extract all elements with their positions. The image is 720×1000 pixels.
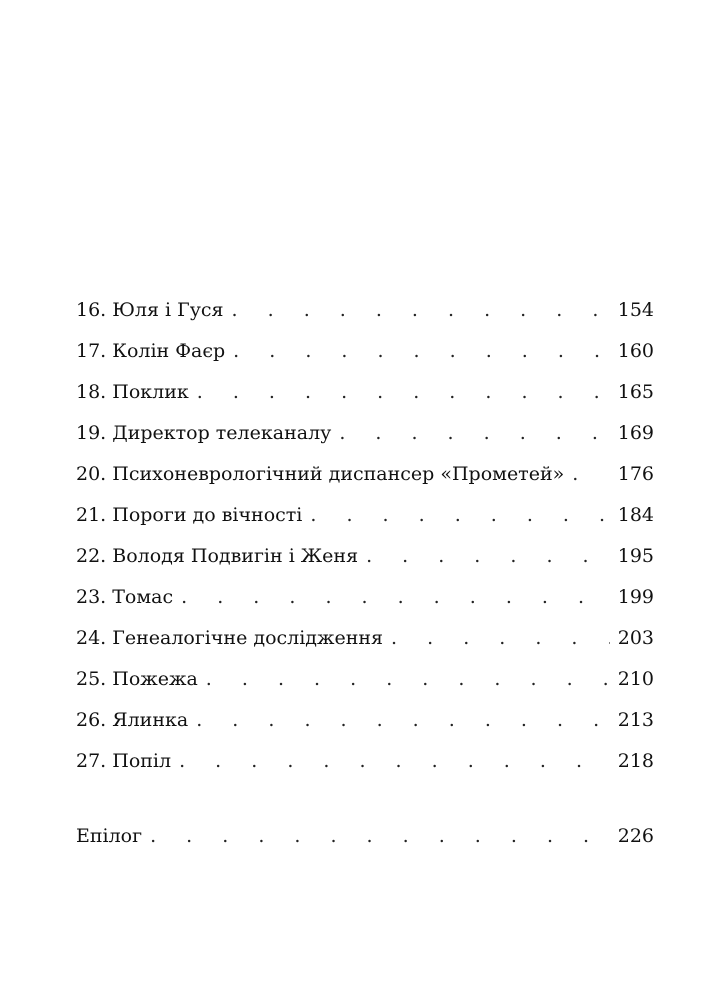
toc-entry-page: 169 [617, 422, 654, 444]
toc-entry [76, 659, 654, 700]
toc-entry-title: 27. Попіл [76, 750, 172, 772]
toc-entry-page: 165 [617, 381, 654, 403]
toc-entry-page: 210 [617, 668, 654, 690]
toc-leader-dots [150, 816, 610, 857]
toc-entry [76, 741, 654, 782]
toc-entry-title: 23. Томас [76, 586, 174, 608]
toc-entry-page: 226 [617, 825, 654, 847]
toc-entry [76, 290, 654, 331]
toc-entry-title: 20. Психоневрологічний диспансер «Прометей» [76, 463, 565, 485]
toc-entry [76, 618, 654, 659]
toc-leader-dots [179, 741, 610, 782]
toc-entry-title: 22. Володя Подвигін і Женя [76, 545, 359, 567]
toc-entry-title: 17. Колін Фаєр [76, 340, 226, 362]
toc-entry-title: Епілог [76, 825, 143, 847]
toc-entry [76, 331, 654, 372]
toc-entry [76, 700, 654, 741]
toc-entry-page: 199 [617, 586, 654, 608]
toc-leader-dots [339, 413, 609, 454]
toc-entry-title: 19. Директор телеканалу [76, 422, 332, 444]
toc-entry [76, 536, 654, 577]
toc-entry-epilogue [76, 816, 654, 857]
toc-entry [76, 372, 654, 413]
toc-entry-page: 160 [617, 340, 654, 362]
toc-entry-title: 21. Пороги до вічності [76, 504, 303, 526]
toc-entry-page: 176 [617, 463, 654, 485]
toc-leader-dots [572, 454, 610, 495]
toc-entry-title: 18. Поклик [76, 381, 189, 403]
toc-entry-title: 25. Пожежа [76, 668, 198, 690]
table-of-contents [76, 290, 654, 857]
toc-leader-dots [391, 618, 610, 659]
toc-entry-title: 26. Ялинка [76, 709, 189, 731]
toc-leader-dots [310, 495, 609, 536]
toc-leader-dots [181, 577, 610, 618]
toc-entry [76, 454, 654, 495]
toc-entry [76, 577, 654, 618]
toc-entry [76, 495, 654, 536]
toc-entry [76, 413, 654, 454]
toc-entry-page: 154 [617, 299, 654, 321]
toc-entry-page: 213 [617, 709, 654, 731]
toc-entry-page: 195 [617, 545, 654, 567]
toc-entry-page: 184 [617, 504, 654, 526]
toc-leader-dots [366, 536, 610, 577]
toc-entry-page: 203 [617, 627, 654, 649]
toc-leader-dots [196, 700, 610, 741]
toc-entry-page: 218 [617, 750, 654, 772]
toc-entry-title: 16. Юля і Гуся [76, 299, 224, 321]
toc-leader-dots [197, 372, 610, 413]
toc-leader-dots [232, 290, 610, 331]
toc-leader-dots [233, 331, 610, 372]
toc-entry-title: 24. Генеалогічне дослідження [76, 627, 384, 649]
toc-leader-dots [206, 659, 610, 700]
